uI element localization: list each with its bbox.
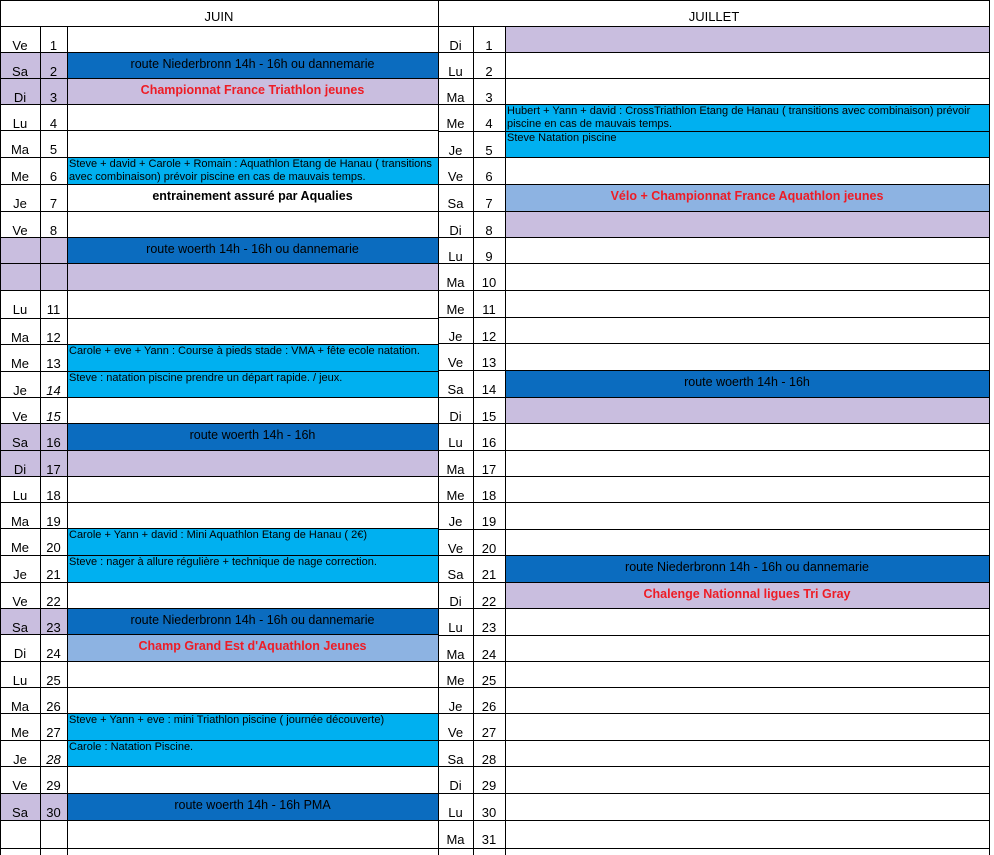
grid-line — [0, 26, 438, 27]
grid-line — [0, 476, 438, 477]
juin-event-cell — [67, 211, 438, 237]
grid-line — [505, 26, 506, 855]
juillet-event-cell — [505, 26, 989, 52]
grid-line — [0, 661, 438, 662]
grid-line — [438, 423, 989, 424]
juin-day-cell: Ma — [10, 142, 30, 157]
juin-date-cell: 24 — [46, 646, 61, 661]
juillet-date-cell: 17 — [481, 462, 497, 476]
juillet-day-cell: Lu — [448, 620, 463, 635]
grid-line — [0, 450, 438, 451]
juin-date-cell: 14 — [46, 383, 61, 397]
grid-line — [0, 318, 438, 319]
juillet-date-cell: 11 — [482, 302, 496, 317]
grid-line — [0, 237, 438, 238]
juin-day-cell: Lu — [12, 673, 28, 687]
juin-date-cell: 13 — [46, 356, 61, 371]
juin-day-cell: Sa — [0, 793, 40, 820]
juin-day-cell: Ve — [12, 409, 28, 423]
juillet-day-cell: Je — [448, 514, 463, 529]
grid-line — [438, 0, 439, 855]
grid-line — [0, 528, 438, 529]
juillet-day-cell: Ve — [447, 169, 464, 184]
juillet-event-cell — [505, 476, 989, 502]
juin-date-cell: 27 — [46, 725, 61, 740]
grid-line — [0, 608, 438, 609]
juillet-date-cell: 16 — [481, 435, 497, 450]
grid-line — [438, 157, 989, 158]
juillet-date-cell: 6 — [485, 169, 493, 184]
juin-date-cell: 29 — [46, 778, 61, 793]
juillet-date-cell: 8 — [485, 223, 493, 237]
grid-line — [438, 555, 989, 556]
juillet-date-cell: 1 — [485, 38, 493, 52]
juin-event-cell: route Niederbronn 14h - 16h ou dannemarie — [67, 608, 438, 634]
juin-date-cell: 2 — [40, 52, 67, 78]
juin-event-cell: entrainement assuré par Aqualies — [152, 189, 353, 203]
juin-day-cell: Di — [0, 450, 40, 476]
juillet-date-cell: 15 — [481, 409, 497, 423]
juin-day-cell: Ma — [10, 330, 30, 344]
grid-line — [438, 317, 989, 318]
grid-line — [438, 290, 989, 291]
juillet-day-cell: Je — [448, 699, 463, 713]
juillet-date-cell: 25 — [481, 673, 497, 687]
juillet-day-cell: Di — [449, 223, 462, 237]
juillet-event-cell: Steve Natation piscine — [505, 131, 989, 157]
juin-date-cell: 18 — [46, 488, 61, 502]
juin-day-cell: Ve — [12, 594, 28, 608]
grid-line — [0, 766, 438, 767]
juin-event-cell: route Niederbronn 14h - 16h ou dannemarie — [67, 52, 438, 78]
juillet-date-cell: 19 — [481, 514, 497, 529]
juillet-day-cell: Je — [448, 143, 463, 157]
juin-day-cell: Me — [10, 725, 30, 740]
juin-date-cell: 4 — [49, 116, 58, 130]
juin-date-cell: 12 — [46, 330, 61, 344]
grid-line — [0, 634, 438, 635]
juin-event-cell: Carole + eve + Yann : Course à pieds stade : VMA + fête ecole natation. — [67, 344, 438, 371]
juin-day-cell: Ma — [10, 699, 30, 713]
grid-line — [438, 687, 989, 688]
juillet-date-cell: 5 — [485, 143, 493, 157]
juin-date-cell: 8 — [49, 223, 58, 237]
juin-event-cell — [67, 502, 438, 528]
juillet-day-cell: Lu — [448, 805, 463, 820]
juillet-event-cell: route woerth 14h - 16h — [505, 370, 989, 397]
grid-line — [438, 766, 989, 767]
juin-date-cell: 3 — [40, 78, 67, 104]
grid-line — [0, 687, 438, 688]
juillet-event-cell — [505, 502, 989, 529]
juillet-date-cell: 31 — [481, 832, 497, 847]
grid-line — [438, 848, 989, 849]
juillet-event-cell — [505, 423, 989, 450]
juin-date-cell: 25 — [46, 673, 61, 687]
grid-line — [438, 820, 989, 821]
grid-line — [0, 211, 438, 212]
juillet-day-cell: Ma — [446, 462, 465, 476]
juillet-day-cell: Lu — [448, 435, 463, 450]
grid-line — [438, 263, 989, 264]
juillet-event-cell — [505, 52, 989, 78]
juillet-day-cell: Ve — [447, 355, 464, 370]
juillet-event-cell — [505, 290, 989, 317]
grid-line — [438, 370, 989, 371]
grid-line — [438, 793, 989, 794]
juin-date-cell: 19 — [46, 514, 61, 528]
juin-date-cell: 23 — [40, 608, 67, 634]
juillet-date-cell: 7 — [485, 196, 493, 211]
juin-event-cell — [67, 582, 438, 608]
juillet-event-cell — [505, 793, 989, 820]
grid-line — [0, 344, 438, 345]
juillet-event-cell: Vélo + Championnat France Aquathlon jeunes — [505, 184, 989, 211]
grid-line — [0, 78, 438, 79]
juillet-day-cell: Me — [446, 673, 465, 687]
juillet-event-cell — [505, 740, 989, 766]
juin-event-cell: Steve : natation piscine prendre un départ rapide. / jeux. — [67, 371, 438, 397]
grid-line — [0, 740, 438, 741]
juin-date-cell: 21 — [46, 567, 61, 582]
grid-line — [0, 184, 438, 185]
juin-date-cell: 5 — [49, 142, 58, 157]
juillet-date-cell: 26 — [481, 699, 497, 713]
juin-date-cell: 20 — [46, 540, 61, 555]
juillet-event-cell — [505, 397, 989, 423]
juin-day-cell: Di — [13, 646, 27, 661]
juillet-event-cell — [505, 608, 989, 635]
juin-date-cell — [40, 237, 67, 263]
grid-line — [0, 130, 438, 131]
juillet-day-cell: Je — [448, 329, 463, 343]
juillet-day-cell: Lu — [448, 64, 463, 78]
grid-line — [438, 450, 989, 451]
juin-date-cell: 7 — [49, 196, 58, 211]
juillet-day-cell: Ve — [447, 541, 464, 555]
juin-event-cell — [67, 397, 438, 423]
grid-line — [438, 397, 989, 398]
juillet-day-cell: Di — [449, 594, 462, 608]
grid-line — [0, 0, 1, 855]
juillet-day-cell: Di — [449, 409, 462, 423]
juin-day-cell: Me — [10, 169, 30, 184]
juillet-day-cell: Ma — [446, 832, 465, 847]
juin-day-cell: Je — [13, 752, 27, 766]
juin-event-cell: Carole + Yann + david : Mini Aquathlon Etang de Hanau ( 2€) — [67, 528, 438, 555]
juin-date-cell: 15 — [46, 409, 61, 423]
juin-date-cell: 22 — [46, 594, 61, 608]
juillet-event-cell — [505, 211, 989, 237]
grid-line — [438, 713, 989, 714]
juillet-date-cell: 23 — [481, 620, 497, 635]
juin-event-cell: Champ Grand Est d'Aquathlon Jeunes — [67, 634, 438, 661]
grid-line — [40, 26, 41, 855]
juin-day-cell — [0, 820, 40, 848]
juillet-event-cell: Chalenge Nationnal ligues Tri Gray — [505, 582, 989, 608]
header-juin: JUIN — [204, 9, 234, 24]
grid-line — [0, 423, 438, 424]
juillet-date-cell: 3 — [485, 90, 493, 104]
juillet-date-cell: 13 — [481, 355, 497, 370]
grid-line — [67, 26, 68, 855]
juin-event-cell: route woerth 14h - 16h ou dannemarie — [67, 237, 438, 263]
juillet-date-cell: 28 — [481, 752, 497, 766]
juillet-day-cell: Ma — [446, 275, 465, 290]
grid-line — [0, 263, 438, 264]
juin-date-cell: 28 — [46, 752, 61, 766]
juillet-event-cell — [505, 78, 989, 104]
juillet-date-cell: 14 — [481, 382, 497, 397]
juin-date-cell — [40, 820, 67, 848]
juillet-date-cell: 20 — [481, 541, 497, 555]
juillet-day-cell: Sa — [447, 196, 464, 211]
grid-line — [438, 476, 989, 477]
juin-date-cell: 1 — [49, 38, 58, 52]
juillet-date-cell: 4 — [485, 116, 493, 131]
juin-date-cell: 6 — [49, 169, 58, 184]
juin-day-cell: Di — [0, 78, 40, 104]
juin-date-cell: 30 — [40, 793, 67, 820]
grid-line — [438, 529, 989, 530]
grid-line — [0, 793, 438, 794]
juin-event-cell — [67, 450, 438, 476]
grid-line — [0, 582, 438, 583]
grid-line — [438, 104, 989, 105]
juin-day-cell: Ma — [10, 514, 30, 528]
juillet-date-cell: 10 — [481, 275, 497, 290]
grid-line — [0, 848, 438, 849]
juillet-day-cell: Me — [446, 488, 465, 502]
grid-line — [0, 104, 438, 105]
juin-event-cell: Carole : Natation Piscine. — [67, 740, 438, 766]
juillet-day-cell: Ma — [446, 90, 465, 104]
grid-line — [0, 52, 438, 53]
juillet-event-cell — [505, 263, 989, 290]
juillet-date-cell: 30 — [481, 805, 497, 820]
juillet-day-cell: Sa — [447, 382, 464, 397]
juillet-event-cell — [505, 661, 989, 687]
juillet-event-cell — [505, 529, 989, 555]
juin-event-cell: Steve : nager à allure régulière + technique de nage correction. — [67, 555, 438, 582]
grid-line — [438, 343, 989, 344]
juin-day-cell: Je — [13, 567, 27, 582]
juillet-event-cell — [505, 687, 989, 713]
juillet-date-cell: 2 — [485, 64, 493, 78]
juillet-day-cell: Me — [446, 116, 465, 131]
grid-line — [438, 502, 989, 503]
juin-event-cell: route woerth 14h - 16h — [67, 423, 438, 450]
grid-line — [438, 131, 989, 132]
juillet-event-cell — [505, 820, 989, 848]
header-juillet: JUILLET — [688, 9, 740, 24]
juin-day-cell: Lu — [12, 488, 28, 502]
juillet-day-cell: Sa — [447, 567, 464, 582]
grid-line — [0, 290, 438, 291]
juin-day-cell: Me — [10, 356, 30, 371]
juin-day-cell: Lu — [12, 116, 28, 130]
juillet-date-cell: 12 — [481, 329, 497, 343]
juillet-event-cell — [505, 343, 989, 370]
grid-line — [438, 211, 989, 212]
juin-day-cell: Me — [10, 540, 30, 555]
grid-line — [438, 582, 989, 583]
grid-line — [0, 0, 989, 1]
juin-day-cell — [0, 237, 40, 263]
grid-line — [473, 26, 474, 855]
juin-event-cell — [67, 687, 438, 713]
juillet-date-cell: 29 — [481, 778, 497, 793]
juillet-day-cell: Di — [449, 778, 462, 793]
juin-day-cell: Ve — [12, 778, 28, 793]
juillet-event-cell — [505, 713, 989, 740]
grid-line — [438, 608, 989, 609]
juillet-event-cell — [505, 635, 989, 661]
juin-date-cell — [40, 263, 67, 290]
grid-line — [989, 0, 990, 855]
grid-line — [438, 184, 989, 185]
juillet-date-cell: 9 — [485, 249, 493, 263]
grid-line — [438, 26, 989, 27]
grid-line — [438, 78, 989, 79]
grid-line — [0, 502, 438, 503]
juin-day-cell: Je — [13, 383, 27, 397]
juillet-day-cell: Me — [446, 302, 465, 317]
grid-line — [438, 52, 989, 53]
juillet-date-cell: 21 — [481, 567, 497, 582]
juin-day-cell — [0, 263, 40, 290]
juin-event-cell: Steve + david + Carole + Romain : Aquathlon Etang de Hanau ( transitions avec combinaison) prévoir piscine en cas de mauvais temps. — [67, 157, 438, 184]
juillet-day-cell: Sa — [447, 752, 464, 766]
juin-event-cell — [67, 820, 438, 848]
juin-event-cell: Steve + Yann + eve : mini Triathlon piscine ( journée découverte) — [67, 713, 438, 740]
juillet-date-cell: 27 — [481, 725, 497, 740]
grid-line — [0, 157, 438, 158]
juin-event-cell — [67, 104, 438, 130]
juin-event-cell: route woerth 14h - 16h PMA — [67, 793, 438, 820]
juin-event-cell — [67, 263, 438, 290]
grid-line — [438, 237, 989, 238]
juin-day-cell: Je — [13, 196, 27, 211]
juin-event-cell: Championnat France Triathlon jeunes — [67, 78, 438, 104]
grid-line — [0, 555, 438, 556]
juin-day-cell: Lu — [12, 302, 28, 317]
grid-line — [438, 661, 989, 662]
juillet-event-cell — [505, 450, 989, 476]
juin-date-cell: 17 — [40, 450, 67, 476]
juin-event-cell — [67, 661, 438, 687]
juin-date-cell: 16 — [40, 423, 67, 450]
juin-date-cell: 11 — [46, 302, 61, 317]
juin-event-cell — [67, 290, 438, 318]
juillet-day-cell: Lu — [448, 249, 463, 263]
juin-event-cell — [67, 130, 438, 157]
juillet-date-cell: 24 — [481, 647, 497, 661]
juillet-event-cell — [505, 766, 989, 793]
juillet-day-cell: Ve — [447, 725, 464, 740]
grid-line — [0, 397, 438, 398]
juillet-date-cell: 22 — [481, 594, 497, 608]
juin-event-cell — [67, 766, 438, 793]
juillet-day-cell: Ma — [446, 647, 465, 661]
grid-line — [438, 635, 989, 636]
juillet-event-cell: route Niederbronn 14h - 16h ou dannemarie — [505, 555, 989, 582]
juillet-event-cell — [505, 237, 989, 263]
juin-day-cell: Ve — [12, 38, 28, 52]
juin-event-cell — [67, 318, 438, 344]
juin-day-cell: Sa — [0, 52, 40, 78]
juillet-event-cell: Hubert + Yann + david : CrossTriathlon Etang de Hanau ( transitions avec combinaison) prévoir piscine en cas de mauvais temps. — [505, 104, 989, 131]
juillet-event-cell — [505, 317, 989, 343]
grid-line — [0, 371, 438, 372]
juillet-date-cell: 18 — [481, 488, 497, 502]
juin-day-cell: Sa — [0, 608, 40, 634]
juin-day-cell: Ve — [12, 223, 28, 237]
juin-date-cell: 26 — [46, 699, 61, 713]
grid-line — [0, 713, 438, 714]
juillet-event-cell — [505, 157, 989, 184]
juin-event-cell — [67, 476, 438, 502]
juin-day-cell: Sa — [0, 423, 40, 450]
grid-line — [0, 820, 438, 821]
juin-event-cell — [67, 26, 438, 52]
juillet-day-cell: Di — [449, 38, 462, 52]
grid-line — [438, 740, 989, 741]
